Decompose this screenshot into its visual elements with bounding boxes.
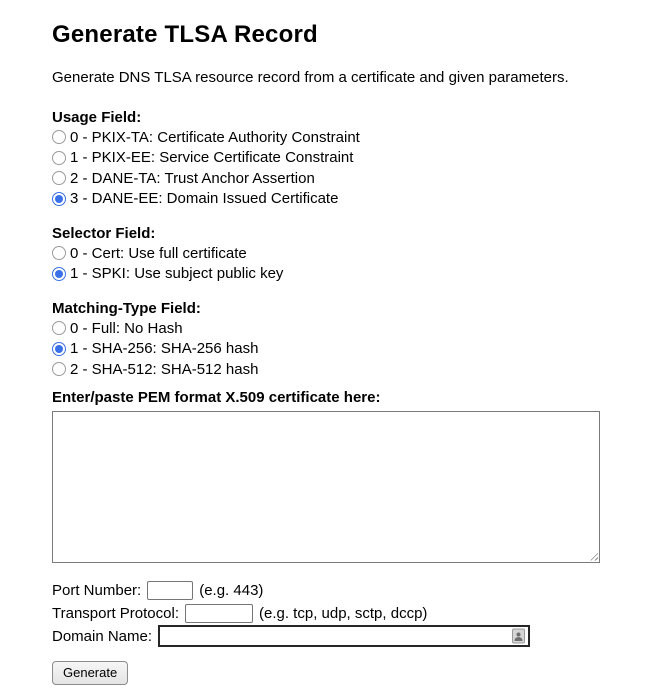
radio-button[interactable]	[52, 267, 66, 281]
certificate-textarea[interactable]	[52, 411, 600, 563]
radio-button[interactable]	[52, 246, 66, 260]
port-label: Port Number:	[52, 581, 142, 599]
protocol-label: Transport Protocol:	[52, 604, 179, 622]
radio-option-usage-3[interactable]	[52, 189, 652, 210]
radio-label: 0 - PKIX-TA: Certificate Authority Constraint	[70, 128, 360, 146]
radio-label: 2 - DANE-TA: Trust Anchor Assertion	[70, 169, 315, 187]
parameter-rows	[52, 579, 652, 648]
radio-label: 1 - PKIX-EE: Service Certificate Constraint	[70, 149, 354, 167]
protocol-input[interactable]	[185, 604, 253, 623]
radio-label: 1 - SPKI: Use subject public key	[70, 265, 284, 283]
radio-label: 0 - Cert: Use full certificate	[70, 244, 247, 262]
radio-option-selector-1[interactable]	[52, 264, 652, 285]
selector-field-group	[52, 225, 652, 284]
matching-type-field-heading: Matching-Type Field:	[52, 300, 201, 317]
radio-option-usage-2[interactable]	[52, 168, 652, 189]
radio-option-matching-2[interactable]	[52, 359, 652, 380]
domain-input[interactable]	[158, 625, 530, 647]
matching-type-field-group	[52, 300, 652, 380]
radio-option-matching-0[interactable]	[52, 318, 652, 339]
usage-field-heading: Usage Field:	[52, 109, 142, 126]
radio-label: 0 - Full: No Hash	[70, 319, 183, 337]
usage-field-group	[52, 109, 652, 209]
submit-row	[52, 661, 652, 685]
domain-row	[52, 625, 652, 648]
radio-label: 1 - SHA-256: SHA-256 hash	[70, 340, 259, 358]
radio-option-matching-1[interactable]	[52, 339, 652, 360]
radio-button[interactable]	[52, 192, 66, 206]
port-input[interactable]	[147, 581, 193, 600]
radio-button[interactable]	[52, 171, 66, 185]
port-hint: (e.g. 443)	[199, 581, 264, 599]
selector-field-heading: Selector Field:	[52, 225, 156, 242]
port-row	[52, 579, 652, 602]
page-description: Generate DNS TLSA resource record from a certificate and given parameters.	[52, 69, 569, 86]
certificate-textarea-wrap	[52, 411, 600, 563]
radio-button[interactable]	[52, 362, 66, 376]
radio-button[interactable]	[52, 130, 66, 144]
protocol-row	[52, 602, 652, 625]
domain-label: Domain Name:	[52, 627, 153, 645]
radio-label: 2 - SHA-512: SHA-512 hash	[70, 360, 259, 378]
radio-option-selector-0[interactable]	[52, 243, 652, 264]
autofill-contact-icon[interactable]	[512, 629, 525, 644]
radio-option-usage-0[interactable]	[52, 127, 652, 148]
page-title: Generate TLSA Record	[52, 21, 318, 48]
certificate-label: Enter/paste PEM format X.509 certificate here:	[52, 388, 381, 406]
domain-input-wrap	[158, 625, 530, 647]
generate-button[interactable]: Generate	[52, 661, 128, 685]
protocol-hint: (e.g. tcp, udp, sctp, dccp)	[259, 604, 428, 622]
radio-option-usage-1[interactable]	[52, 148, 652, 169]
radio-label: 3 - DANE-EE: Domain Issued Certificate	[70, 190, 339, 208]
radio-button[interactable]	[52, 342, 66, 356]
radio-button[interactable]	[52, 151, 66, 165]
radio-button[interactable]	[52, 321, 66, 335]
